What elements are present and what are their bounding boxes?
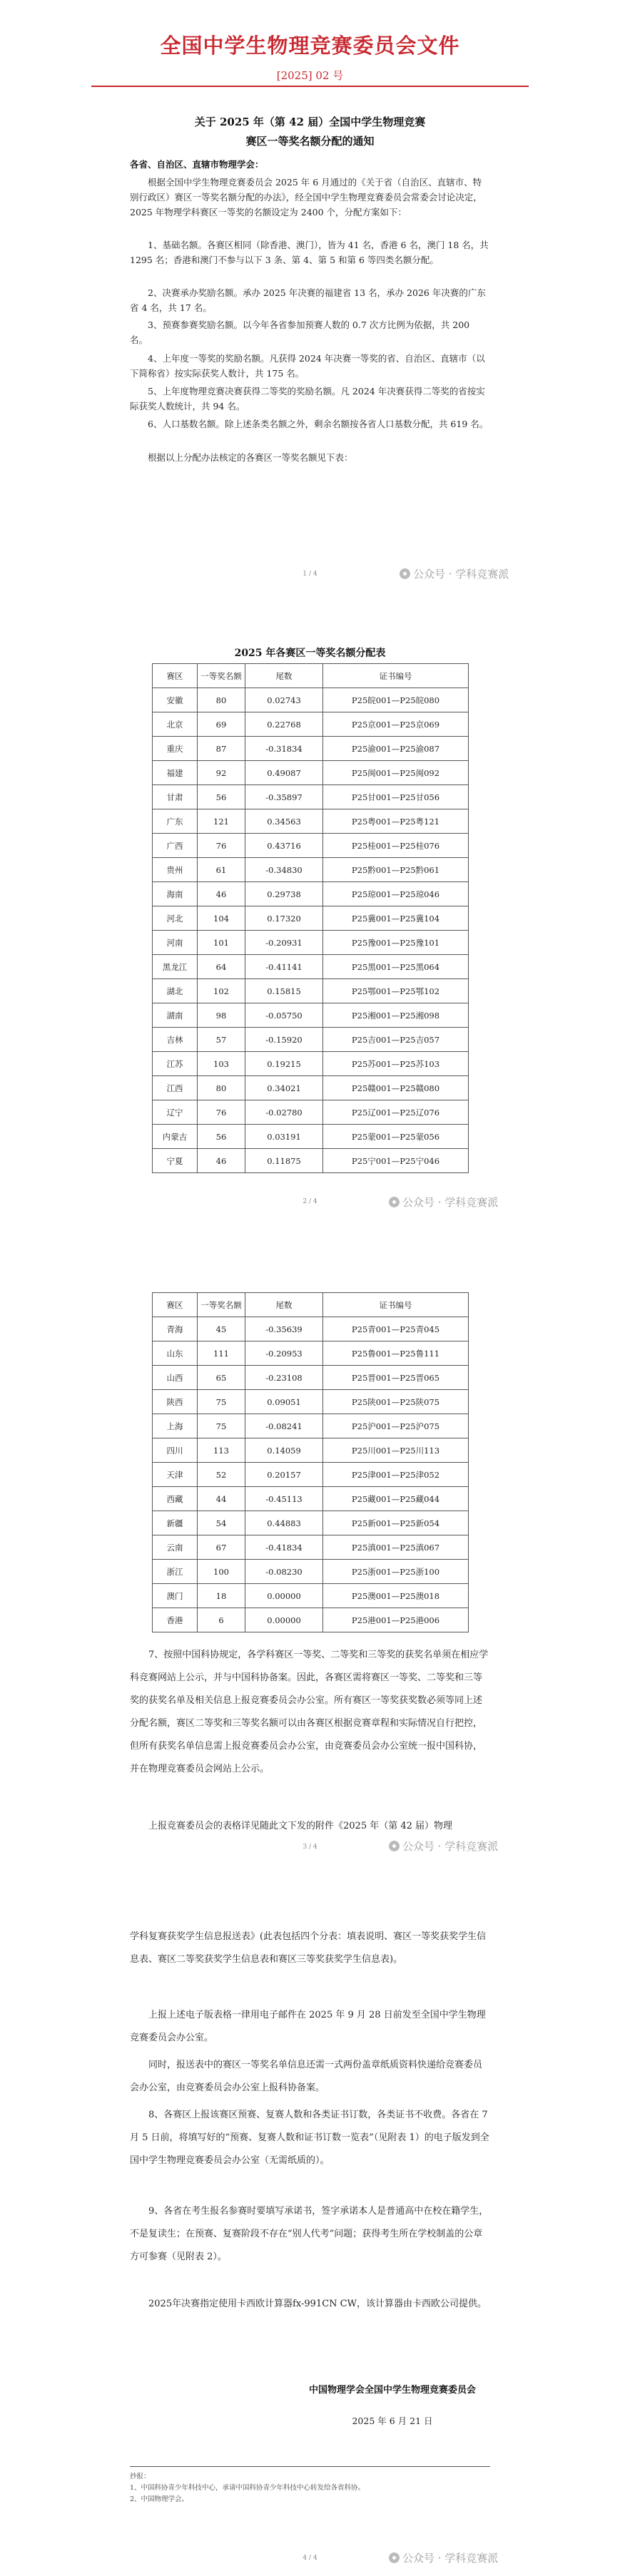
cell-quota: 102 — [198, 979, 245, 1003]
cell-remainder: 0.29738 — [245, 882, 323, 906]
paragraph-item-1: 1、基础名额。各赛区相同（除香港、澳门），皆为 41 名，香港 6 名，澳门 18 名，共 1295 名；香港和澳门不参与以下 3 条、第 4、第 5 和第 6 等四类名额分配。 — [130, 240, 489, 265]
cell-region: 江苏 — [153, 1052, 198, 1076]
cell-remainder: 0.43716 — [245, 834, 323, 858]
footnote-title: 抄报： — [130, 2473, 151, 2480]
paragraph-paper-copy: 同时，报送表中的赛区一等奖名单信息还需一式两份盖章纸质资料快递给竞赛委员会办公室，由竞赛委员会办公室上报科协备案。 — [130, 2060, 483, 2093]
cell-certificate: P25新001—P25新054 — [323, 1511, 469, 1535]
paragraph-item-6: 6、人口基数名额。除上述条类名额之外，剩余名额按各省人口基数分配，共 619 名。 — [148, 419, 489, 429]
paragraph-item-7: 7、按照中国科协规定，各学科赛区一等奖、二等奖和三等奖的获奖名单须在相应学科竞赛网站上公示，并与中国科协备案。因此，各赛区需将赛区一等奖、二等奖和三等奖的获奖名单及相关信息上报竞赛委员会办公室。所有赛区一等奖获奖数必须等同上述分配名额，赛区二等奖和三等奖名额可以由各赛区根据竞赛章程和实际情况自行把控，但所有获奖名单信息需上报竞赛委员会办公室，由竞赛委员会办公室统一报中国科协，并在物理竞赛委员会网站上公示。 — [130, 1650, 489, 1774]
cell-quota: 80 — [198, 1076, 245, 1100]
table-header-row — [153, 664, 469, 688]
cell-region: 湖北 — [153, 979, 198, 1003]
cell-remainder: 0.15815 — [245, 979, 323, 1003]
cell-certificate: P25辽001—P25辽076 — [323, 1100, 469, 1125]
cell-certificate: P25甘001—P25甘056 — [323, 785, 469, 809]
cell-certificate: P25宁001—P25宁046 — [323, 1149, 469, 1173]
cell-region: 山西 — [153, 1366, 198, 1390]
table-row — [153, 1390, 469, 1414]
cell-quota: 61 — [198, 858, 245, 882]
cell-quota: 56 — [198, 1125, 245, 1149]
cell-region: 宁夏 — [153, 1149, 198, 1173]
watermark: 公众号 · 学科竞赛派 — [389, 2550, 498, 2565]
notice-title-line1: 关于 2025 年（第 42 届）全国中学生物理竞赛 — [194, 116, 426, 128]
cell-region: 河北 — [153, 906, 198, 931]
cell-quota: 18 — [198, 1584, 245, 1608]
table-row — [153, 955, 469, 979]
col-header-certificate: 证书编号 — [323, 664, 469, 688]
cell-certificate: P25川001—P25川113 — [323, 1438, 469, 1463]
cell-remainder: 0.20157 — [245, 1463, 323, 1487]
cell-quota: 75 — [198, 1414, 245, 1438]
table-row — [153, 1560, 469, 1584]
table-row — [153, 906, 469, 931]
table-row — [153, 761, 469, 785]
cell-certificate: P25湘001—P25湘098 — [323, 1003, 469, 1028]
cell-certificate: P25鲁001—P25鲁111 — [323, 1341, 469, 1366]
wechat-account-icon — [389, 1197, 400, 1207]
cell-certificate: P25粤001—P25粤121 — [323, 809, 469, 834]
cell-remainder: 0.17320 — [245, 906, 323, 931]
cell-certificate: P25赣001—P25赣080 — [323, 1076, 469, 1100]
cell-quota: 67 — [198, 1535, 245, 1560]
cell-quota: 87 — [198, 737, 245, 761]
table-row — [153, 1028, 469, 1052]
table-row — [153, 1608, 469, 1632]
cell-remainder: 0.03191 — [245, 1125, 323, 1149]
cell-region: 海南 — [153, 882, 198, 906]
watermark: 公众号 · 学科竞赛派 — [389, 1195, 498, 1210]
cell-region: 广东 — [153, 809, 198, 834]
cell-quota: 98 — [198, 1003, 245, 1028]
cell-remainder: -0.41834 — [245, 1535, 323, 1560]
cell-certificate: P25蒙001—P25蒙056 — [323, 1125, 469, 1149]
cell-remainder: -0.20953 — [245, 1341, 323, 1366]
cell-remainder: 0.09051 — [245, 1390, 323, 1414]
footnote-divider — [130, 2466, 490, 2467]
paragraph-email-deadline: 上报上述电子版表格一律用电子邮件在 2025 年 9 月 28 日前发至全国中学生物理竞赛委员会办公室。 — [130, 2010, 486, 2043]
cell-remainder: -0.20931 — [245, 931, 323, 955]
cell-remainder: 0.14059 — [245, 1438, 323, 1463]
cell-quota: 101 — [198, 931, 245, 955]
cell-certificate: P25滇001—P25滇067 — [323, 1535, 469, 1560]
cell-region: 辽宁 — [153, 1100, 198, 1125]
cell-region: 云南 — [153, 1535, 198, 1560]
cell-remainder: -0.35897 — [245, 785, 323, 809]
cell-quota: 113 — [198, 1438, 245, 1463]
cell-remainder: -0.05750 — [245, 1003, 323, 1028]
table-row — [153, 1052, 469, 1076]
cell-region: 内蒙古 — [153, 1125, 198, 1149]
cell-remainder: -0.08241 — [245, 1414, 323, 1438]
col-header-remainder: 尾数 — [245, 664, 323, 688]
page-number: 2 / 4 — [303, 1198, 317, 1205]
table-row — [153, 1511, 469, 1535]
cell-region: 新疆 — [153, 1511, 198, 1535]
cell-certificate: P25晋001—P25晋065 — [323, 1366, 469, 1390]
table-row — [153, 1076, 469, 1100]
cell-certificate: P25津001—P25津052 — [323, 1463, 469, 1487]
cell-remainder: 0.11875 — [245, 1149, 323, 1173]
cell-quota: 45 — [198, 1317, 245, 1341]
cell-region: 北京 — [153, 712, 198, 737]
col-header-certificate: 证书编号 — [323, 1293, 469, 1317]
cell-region: 四川 — [153, 1438, 198, 1463]
paragraph-item-8: 8、各赛区上报该赛区预赛、复赛人数和各类证书订数，各类证书不收费。各省在 7 月 5 日前，将填写好的“预赛、复赛人数和证书订数一览表”（见附表 1）的电子版发到全国中学生物理竞赛委员会办公室（无需纸质的）。 — [130, 2110, 489, 2166]
cell-remainder: 0.34563 — [245, 809, 323, 834]
cell-certificate: P25皖001—P25皖080 — [323, 688, 469, 712]
cell-certificate: P25青001—P25青045 — [323, 1317, 469, 1341]
cell-certificate: P25冀001—P25冀104 — [323, 906, 469, 931]
paragraph-item-4: 4、上年度一等奖的奖励名额。凡获得 2024 年决赛一等奖的省、自治区、直辖市（以下简称省）按实际获奖人数计，共 175 名。 — [130, 353, 485, 379]
cell-remainder: 0.00000 — [245, 1584, 323, 1608]
cell-region: 甘肃 — [153, 785, 198, 809]
paragraph-item-2: 2、决赛承办奖励名额。承办 2025 年决赛的福建省 13 名，承办 2026 年决赛的广东省 4 名，共 17 名。 — [130, 287, 486, 313]
cell-remainder: -0.15920 — [245, 1028, 323, 1052]
notice-title-line2: 赛区一等奖名额分配的通知 — [245, 135, 375, 148]
cell-region: 上海 — [153, 1414, 198, 1438]
cell-region: 广西 — [153, 834, 198, 858]
wechat-account-icon — [389, 2552, 400, 2563]
recipient: 各省、自治区、直辖市物理学会： — [130, 159, 264, 170]
cell-certificate: P25桂001—P25桂076 — [323, 834, 469, 858]
cell-certificate: P25陕001—P25陕075 — [323, 1390, 469, 1414]
cell-remainder: 0.02743 — [245, 688, 323, 712]
wechat-account-icon — [400, 568, 410, 579]
cell-quota: 46 — [198, 882, 245, 906]
table-row — [153, 1100, 469, 1125]
table-row — [153, 858, 469, 882]
document-number: [2025] 02 号 — [276, 69, 344, 82]
header-divider — [91, 86, 529, 87]
paragraph-intro: 根据全国中学生物理竞赛委员会 2025 年 6 月通过的《关于省（自治区、直辖市、特别行政区）赛区一等奖名额分配的办法》，经全国中学生物理竞赛委员会常委会讨论决定，2025 年物理学科赛区一等奖的名额设定为 2400 个，分配方案如下： — [130, 177, 482, 218]
cell-quota: 6 — [198, 1608, 245, 1632]
paragraph-table-intro: 根据以上分配办法核定的各赛区一等奖名额见下表： — [148, 452, 353, 463]
cell-certificate: P25琼001—P25琼046 — [323, 882, 469, 906]
cell-certificate: P25苏001—P25苏103 — [323, 1052, 469, 1076]
paragraph-calculator: 2025年决赛指定使用卡西欧计算器fx-991CN CW，该计算器由卡西欧公司提供。 — [148, 2299, 487, 2309]
cell-certificate: P25鄂001—P25鄂102 — [323, 979, 469, 1003]
col-header-remainder: 尾数 — [245, 1293, 323, 1317]
table-row — [153, 785, 469, 809]
page-number: 1 / 4 — [303, 571, 317, 578]
quota-table-part2 — [152, 1292, 469, 1632]
cell-certificate: P25吉001—P25吉057 — [323, 1028, 469, 1052]
cell-quota: 64 — [198, 955, 245, 979]
cell-certificate: P25港001—P25港006 — [323, 1608, 469, 1632]
page-number: 4 / 4 — [303, 2555, 317, 2562]
footnote-1: 1、中国科协青少年科技中心，承请中国科协青少年科技中心转发给各省科协。 — [130, 2484, 365, 2492]
table-row — [153, 834, 469, 858]
table-row — [153, 1149, 469, 1173]
cell-quota: 44 — [198, 1487, 245, 1511]
table-row — [153, 931, 469, 955]
cell-quota: 54 — [198, 1511, 245, 1535]
cell-remainder: -0.08230 — [245, 1560, 323, 1584]
cell-remainder: -0.31834 — [245, 737, 323, 761]
wechat-account-icon — [389, 1841, 400, 1851]
cell-remainder: -0.02780 — [245, 1100, 323, 1125]
table-row — [153, 979, 469, 1003]
col-header-region: 赛区 — [153, 664, 198, 688]
cell-quota: 111 — [198, 1341, 245, 1366]
cell-quota: 46 — [198, 1149, 245, 1173]
cell-certificate: P25闽001—P25闽092 — [323, 761, 469, 785]
watermark: 公众号 · 学科竞赛派 — [400, 566, 509, 581]
table-row — [153, 809, 469, 834]
cell-region: 天津 — [153, 1463, 198, 1487]
cell-quota: 57 — [198, 1028, 245, 1052]
cell-remainder: 0.19215 — [245, 1052, 323, 1076]
col-header-quota: 一等奖名额 — [198, 664, 245, 688]
paragraph-item-3: 3、预赛参赛奖励名额。以今年各省参加预赛人数的 0.7 次方比例为依据，共 200 名。 — [130, 320, 470, 345]
table-row — [153, 1341, 469, 1366]
cell-quota: 103 — [198, 1052, 245, 1076]
cell-region: 贵州 — [153, 858, 198, 882]
signature-date: 2025 年 6 月 21 日 — [352, 2416, 433, 2426]
table-row — [153, 688, 469, 712]
cell-quota: 92 — [198, 761, 245, 785]
cell-certificate: P25黔001—P25黔061 — [323, 858, 469, 882]
footnote-2: 2、中国物理学会。 — [130, 2495, 189, 2503]
cell-region: 黑龙江 — [153, 955, 198, 979]
watermark: 公众号 · 学科竞赛派 — [389, 1839, 498, 1854]
cell-region: 安徽 — [153, 688, 198, 712]
cell-region: 青海 — [153, 1317, 198, 1341]
cell-region: 江西 — [153, 1076, 198, 1100]
cell-remainder: 0.34021 — [245, 1076, 323, 1100]
table-row — [153, 1438, 469, 1463]
cell-certificate: P25沪001—P25沪075 — [323, 1414, 469, 1438]
cell-remainder: -0.45113 — [245, 1487, 323, 1511]
table-row — [153, 1366, 469, 1390]
cell-remainder: -0.34830 — [245, 858, 323, 882]
cell-region: 陕西 — [153, 1390, 198, 1414]
cell-quota: 121 — [198, 809, 245, 834]
table-header-row — [153, 1293, 469, 1317]
cell-certificate: P25藏001—P25藏044 — [323, 1487, 469, 1511]
cell-quota: 69 — [198, 712, 245, 737]
cell-region: 澳门 — [153, 1584, 198, 1608]
table-row — [153, 712, 469, 737]
table-row — [153, 1463, 469, 1487]
cell-quota: 76 — [198, 834, 245, 858]
cell-region: 香港 — [153, 1608, 198, 1632]
cell-certificate: P25浙001—P25浙100 — [323, 1560, 469, 1584]
table-row — [153, 1414, 469, 1438]
cell-region: 山东 — [153, 1341, 198, 1366]
cell-region: 西藏 — [153, 1487, 198, 1511]
cell-remainder: -0.23108 — [245, 1366, 323, 1390]
table-title: 2025 年各赛区一等奖名额分配表 — [234, 648, 386, 659]
table-row — [153, 1317, 469, 1341]
table-row — [153, 882, 469, 906]
signature-organization: 中国物理学会全国中学生物理竞赛委员会 — [308, 2385, 476, 2396]
cell-remainder: 0.44883 — [245, 1511, 323, 1535]
col-header-quota: 一等奖名额 — [198, 1293, 245, 1317]
cell-remainder: 0.00000 — [245, 1608, 323, 1632]
cell-quota: 104 — [198, 906, 245, 931]
cell-remainder: 0.49087 — [245, 761, 323, 785]
cell-certificate: P25京001—P25京069 — [323, 712, 469, 737]
quota-table-part1 — [152, 663, 469, 1173]
cell-region: 湖南 — [153, 1003, 198, 1028]
table-row — [153, 1535, 469, 1560]
cell-quota: 56 — [198, 785, 245, 809]
cell-region: 河南 — [153, 931, 198, 955]
cell-remainder: -0.41141 — [245, 955, 323, 979]
col-header-region: 赛区 — [153, 1293, 198, 1317]
table-row — [153, 1584, 469, 1608]
cell-region: 浙江 — [153, 1560, 198, 1584]
cell-quota: 75 — [198, 1390, 245, 1414]
paragraph-attachment-start: 上报竞赛委员会的表格详见随此文下发的附件《2025 年（第 42 届）物理 — [148, 1821, 453, 1831]
cell-quota: 76 — [198, 1100, 245, 1125]
cell-region: 福建 — [153, 761, 198, 785]
paragraph-attachment-cont: 学科复赛获奖学生信息报送表》(此表包括四个分表：填表说明、赛区一等奖获奖学生信息表、赛区二等奖获奖学生信息表和赛区三等奖获奖学生信息表)。 — [130, 1931, 487, 1965]
cell-region: 重庆 — [153, 737, 198, 761]
cell-certificate: P25澳001—P25澳018 — [323, 1584, 469, 1608]
paragraph-item-9: 9、各省在考生报名参赛时要填写承诺书，签字承诺本人是普通高中在校在籍学生，不是复读生；在预赛、复赛阶段不存在“别人代考”问题；获得考生所在学校制盖的公章方可参赛（见附表 2）。 — [130, 2206, 489, 2262]
page-number: 3 / 4 — [303, 1844, 317, 1851]
cell-remainder: -0.35639 — [245, 1317, 323, 1341]
table-row — [153, 737, 469, 761]
cell-quota: 100 — [198, 1560, 245, 1584]
cell-certificate: P25渝001—P25渝087 — [323, 737, 469, 761]
table-row — [153, 1003, 469, 1028]
cell-quota: 80 — [198, 688, 245, 712]
cell-region: 吉林 — [153, 1028, 198, 1052]
table-row — [153, 1487, 469, 1511]
table-row — [153, 1125, 469, 1149]
document-header-title: 全国中学生物理竞赛委员会文件 — [160, 34, 460, 58]
cell-certificate: P25豫001—P25豫101 — [323, 931, 469, 955]
cell-quota: 52 — [198, 1463, 245, 1487]
cell-certificate: P25黑001—P25黑064 — [323, 955, 469, 979]
paragraph-item-5: 5、上年度物理竞赛决赛获得二等奖的奖励名额。凡 2024 年决赛获得二等奖的省按实际获奖人数统计，共 94 名。 — [130, 386, 485, 412]
cell-quota: 65 — [198, 1366, 245, 1390]
cell-remainder: 0.22768 — [245, 712, 323, 737]
